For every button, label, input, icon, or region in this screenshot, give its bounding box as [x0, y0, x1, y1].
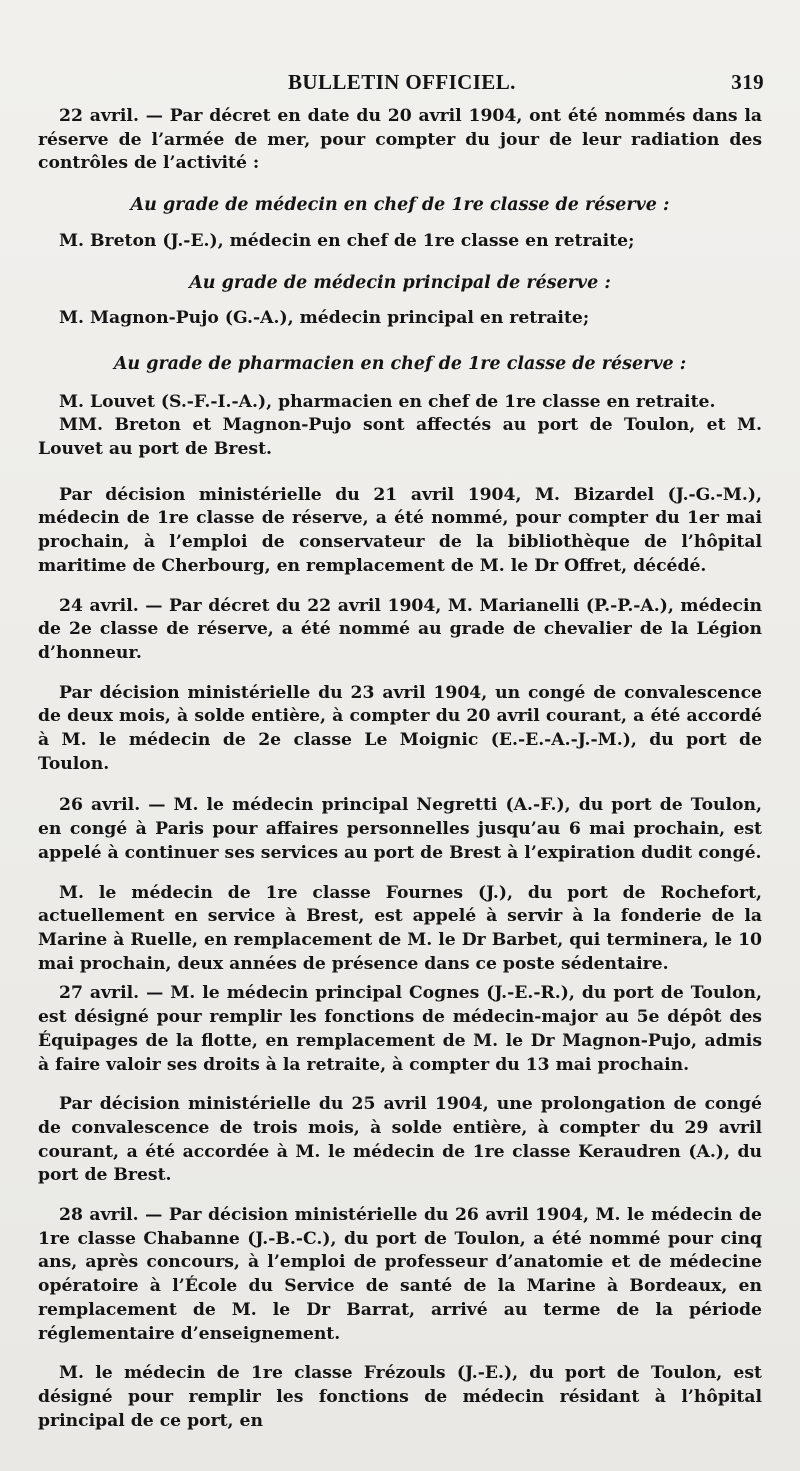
paragraph-cognes: 27 avril. — M. le médecin principal Cognes (J.-E.-R.), du port de Toulon, est désigné pour remplir les fonctions de médecin-major au 5e dépôt des Équipages de la flotte, en remplacement de M. le Dr Magnon-Pujo, admis à faire valoir ses droits à la retraite, à compter du 13 mai prochain.: [38, 983, 762, 1075]
paragraph-fournes: M. le médecin de 1re classe Fournes (J.), du port de Rochefort, actuellement en service à Brest, est appelé à servir à la fonderie de la Marine à Ruelle, en remplacement de M. le Dr Barbet, qui terminera, le 10 mai prochain, deux années de présence dans ce poste sédentaire.: [38, 882, 762, 974]
paragraph-frezouls: M. le médecin de 1re classe Frézouls (J.-E.), du port de Toulon, est désigné pour remplir les fonctions de médecin résidant à l’hôpital principal de ce port, en: [38, 1363, 762, 1431]
paragraph-negretti: 26 avril. — M. le médecin principal Negretti (A.-F.), du port de Toulon, en congé à Paris pour affaires personnelles jusqu’au 6 mai prochain, est appelé à continuer ses services au port de Brest à l’expiration dudit congé.: [38, 795, 762, 863]
paragraph-le-moignic: Par décision ministérielle du 23 avril 1904, un congé de convalescence de deux mois, à solde entière, à compter du 20 avril courant, a été accordé à M. le médecin de 2e classe Le Moignic (E.-E.-A.-J.-M.), du port de Toulon.: [38, 682, 762, 774]
running-header: [288, 70, 764, 95]
page-number: 319: [731, 70, 764, 94]
paragraph-marianelli: 24 avril. — Par décret du 22 avril 1904, M. Marianelli (P.-P.-A.), médecin de 2e classe de réserve, a été nommé au grade de chevalier de la Légion d’honneur.: [38, 595, 762, 663]
paragraph-breton: M. Breton (J.-E.), médecin en chef de 1re classe en retraite;: [59, 230, 635, 251]
paragraph-chabanne: 28 avril. — Par décision ministérielle du 26 avril 1904, M. le médecin de 1re classe Chabanne (J.-B.-C.), du port de Toulon, a été nommé pour cinq ans, après concours, à l’emploi de professeur d’anatomie et de médecine opératoire à l’École du Service de santé de la Marine à Bordeaux, en remplacement de M. le Dr Barrat, arrivé au terme de la période réglementaire d’enseignement.: [38, 1205, 762, 1344]
section-heading-medecin-chef: Au grade de médecin en chef de 1re classe de réserve :: [130, 195, 670, 216]
paragraph-affectations: MM. Breton et Magnon-Pujo sont affectés au port de Toulon, et M. Louvet au port de Brest.: [38, 415, 762, 460]
paragraph-magnon-pujo: M. Magnon-Pujo (G.-A.), médecin principal en retraite;: [59, 308, 590, 329]
paragraph-keraudren: Par décision ministérielle du 25 avril 1904, une prolongation de congé de convalescence de trois mois, à solde entière, à compter du 29 avril courant, a été accordée à M. le médecin de 1re classe Keraudren (A.), du port de Brest.: [38, 1094, 762, 1186]
paragraph-bizardel: Par décision ministérielle du 21 avril 1904, M. Bizardel (J.-G.-M.), médecin de 1re classe de réserve, a été nommé, pour compter du 1er mai prochain, à l’emploi de conservateur de la bibliothèque de l’hôpital maritime de Cherbourg, en remplacement de M. le Dr Offret, décédé.: [38, 484, 762, 576]
section-heading-pharmacien: Au grade de pharmacien en chef de 1re classe de réserve :: [113, 353, 687, 374]
header-title: BULLETIN OFFICIEL.: [288, 70, 516, 94]
paragraph-decree-22-avril: 22 avril. — Par décret en date du 20 avril 1904, ont été nommés dans la réserve de l’armée de mer, pour compter du jour de leur radiation des contrôles de l’activité :: [38, 106, 762, 174]
section-heading-medecin-principal: Au grade de médecin principal de réserve :: [189, 272, 611, 293]
paragraph-louvet: M. Louvet (S.-F.-I.-A.), pharmacien en chef de 1re classe en retraite.: [59, 391, 716, 412]
